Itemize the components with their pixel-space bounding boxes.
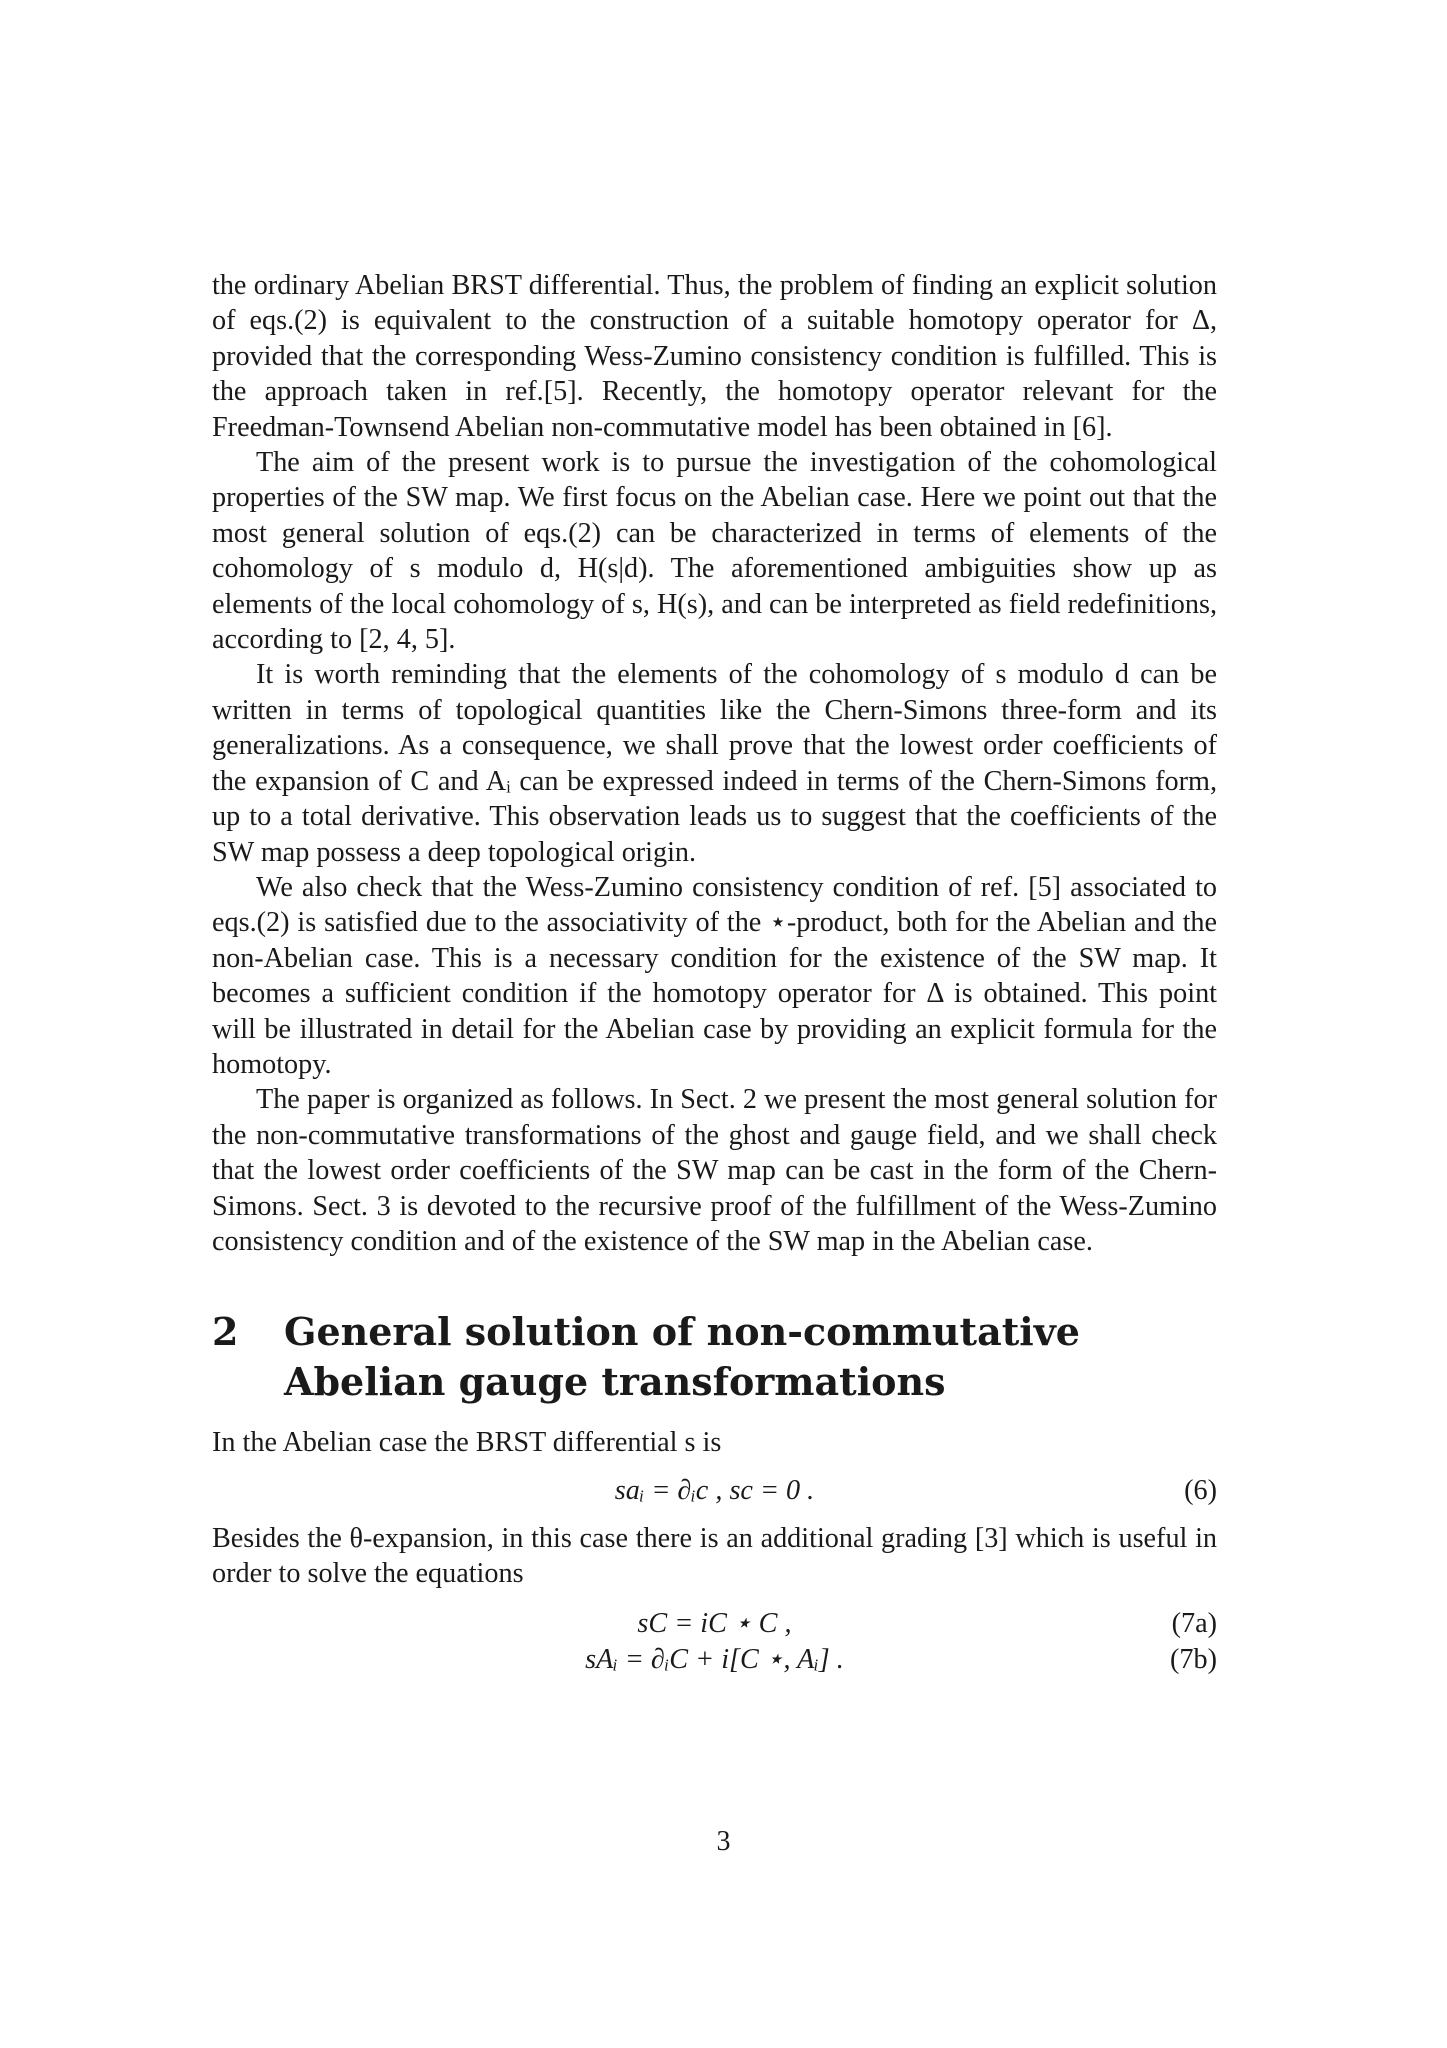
equation-label: (7a) [1171, 1607, 1217, 1639]
equation-6 [212, 1473, 1217, 1509]
equation-body: saᵢ = ∂ᵢc , sc = 0 . [614, 1474, 815, 1506]
section-title: General solution of non-commutative Abelian gauge transformations [284, 1309, 1080, 1405]
paragraph: The paper is organized as follows. In Sect. 2 we present the most general solution for the non-commutative transformations of the ghost and gauge field, and we shall check that the lowest order coefficients of the SW map can be cast in the form of the Chern-Simons. Sect. 3 is devoted to the recursive proof of the fulfillment of the Wess-Zumino consistency condition and of the existence of the SW map in the Abelian case. [212, 1084, 1217, 1257]
page-number: 3 [716, 1826, 731, 1857]
paragraph: In the Abelian case the BRST differential s is [212, 1427, 722, 1459]
equation-7a [212, 1606, 1217, 1642]
paragraph: The aim of the present work is to pursue the investigation of the cohomological properties of the SW map. We first focus on the Abelian case. Here we point out that the most general solution of eqs.(2) can be characterized in terms of elements of the cohomology of s modulo d, H(s|d). The aforementioned ambiguities show up as elements of the local cohomology of s, H(s), and can be interpreted as field redefinitions, according to [2, 4, 5]. [212, 447, 1217, 656]
section-number: 2 [212, 1309, 239, 1355]
paragraph: It is worth reminding that the elements of the cohomology of s modulo d can be written in terms of topological quantities like the Chern-Simons three-form and its generalizations. As a consequence, we shall prove that the lowest order coefficients of the expansion of C and Aᵢ can be expressed indeed in terms of the Chern-Simons form, up to a total derivative. This observation leads us to suggest that the coefficients of the SW map possess a deep topological origin. [212, 659, 1217, 868]
paragraph: We also check that the Wess-Zumino consistency condition of ref. [5] associated to eqs.(2) is satisfied due to the associativity of the ⋆-product, both for the Abelian and the non-Abelian case. This is a necessary condition for the existence of the SW map. It becomes a sufficient condition if the homotopy operator for Δ is obtained. This point will be illustrated in detail for the Abelian case by providing an explicit formula for the homotopy. [212, 871, 1217, 1080]
equation-body: sC = iC ⋆ C , [637, 1607, 792, 1639]
equation-group-7 [212, 1606, 1217, 1678]
equation-body: sAᵢ = ∂ᵢC + i[C ⋆, Aᵢ] . [585, 1643, 844, 1675]
equation-label: (7b) [1170, 1643, 1217, 1675]
paragraph: the ordinary Abelian BRST differential. Thus, the problem of finding an explicit solution of eqs.(2) is equivalent to the construction of a suitable homotopy operator for Δ, provided that the corresponding Wess-Zumino consistency condition is fulfilled. This is the approach taken in ref.[5]. Recently, the homotopy operator relevant for the Freedman-Townsend Abelian non-commutative model has been obtained in [6]. [212, 270, 1217, 443]
paragraph: Besides the θ-expansion, in this case there is an additional grading [3] which is useful in order to solve the equations [212, 1522, 1217, 1590]
equation-7b [212, 1642, 1217, 1678]
text-block [212, 268, 1217, 1694]
section-heading [212, 1307, 1217, 1407]
equation-label: (6) [1184, 1474, 1217, 1506]
